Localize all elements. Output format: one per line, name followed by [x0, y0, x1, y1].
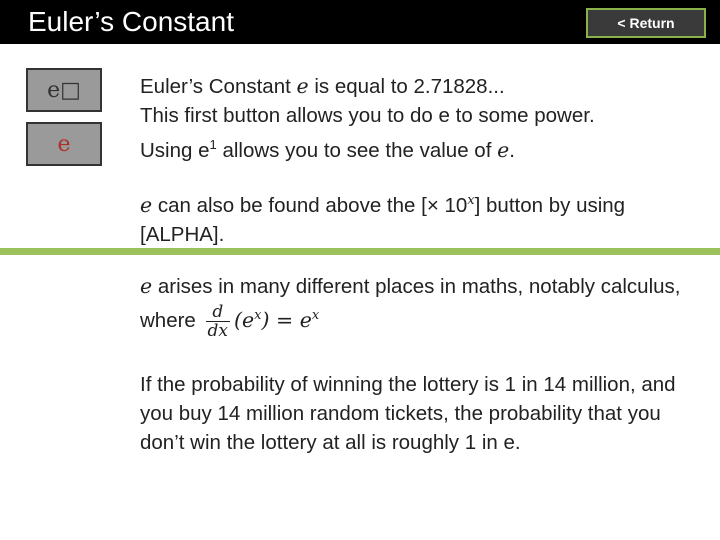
page-title: Euler’s Constant [28, 6, 234, 37]
divider [0, 248, 720, 255]
paragraph-euler-value: Euler’s Constant e is equal to 2.71828... This first button allows you to do e to some power. Using $e^1$ allows you to see the value of e. [140, 74, 595, 162]
return-button[interactable]: < Return [586, 8, 706, 38]
e-key[interactable]: e [26, 122, 102, 166]
title-bar [0, 0, 720, 44]
derivative-fraction: $\frac{d}{dx}$ [207, 301, 229, 341]
e-power-key[interactable]: e□ [26, 68, 102, 112]
paragraph-alpha-key: e can also be found above the [× $10^x$] button by using [ALPHA]. [140, 192, 626, 246]
paragraph-lottery: If the probability of winning the lottery is 1 in 14 million, and you buy 14 million random tickets, the probability that you don’t win the lottery at all is roughly 1 in e. [140, 373, 676, 454]
paragraph-calculus: e arises in many different places in maths, notably calculus, where $\frac{d}{dx}$ $(e^x) = e^x$ [140, 274, 681, 341]
